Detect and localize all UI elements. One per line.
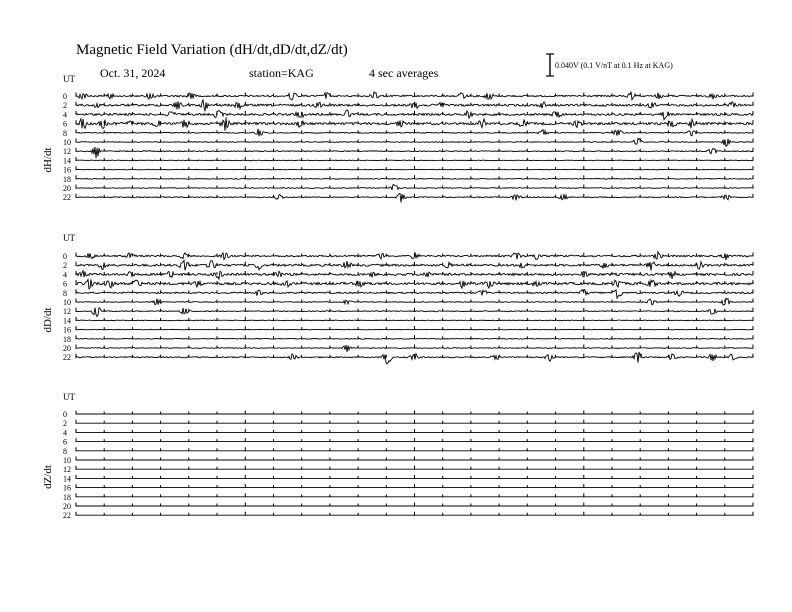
hour-label: 0 <box>63 252 67 261</box>
hour-label: 18 <box>63 334 71 344</box>
hour-label: 6 <box>63 437 67 447</box>
hour-label: 12 <box>63 147 71 157</box>
hour-label: 22 <box>63 193 71 203</box>
panel-ylabel: dZ/dt <box>42 465 54 489</box>
ut-label: UT <box>63 233 75 243</box>
hour-label: 20 <box>63 344 71 353</box>
hour-label: 0 <box>63 410 67 419</box>
chart-title: Magnetic Field Variation (dH/dt,dD/dt,dZ/dt) <box>76 42 348 58</box>
hour-label: 16 <box>63 483 71 493</box>
hour-label: 18 <box>63 174 71 184</box>
hour-label: 14 <box>63 474 71 484</box>
hour-label: 22 <box>63 353 71 363</box>
ut-label: UT <box>63 74 75 84</box>
hour-label: 2 <box>63 261 67 271</box>
panel-1 <box>42 74 753 202</box>
panel-2 <box>42 233 753 364</box>
hour-label: 8 <box>63 288 67 298</box>
hour-label: 16 <box>63 165 71 175</box>
hour-label: 10 <box>63 138 71 147</box>
hour-label: 22 <box>63 511 71 521</box>
ut-label: UT <box>63 392 75 402</box>
hour-label: 10 <box>63 456 71 465</box>
hour-label: 8 <box>63 128 67 138</box>
hour-label: 14 <box>63 316 71 326</box>
hour-label: 18 <box>63 492 71 502</box>
hour-label: 4 <box>63 428 67 438</box>
scale-label: 0.040V (0.1 V/nT at 0.1 Hz at KAG) <box>555 61 673 70</box>
chart-station: station=KAG <box>249 66 314 80</box>
hour-label: 4 <box>63 270 67 280</box>
hour-label: 2 <box>63 419 67 429</box>
hour-label: 20 <box>63 184 71 193</box>
hour-label: 2 <box>63 101 67 111</box>
hour-label: 6 <box>63 119 67 129</box>
hour-label: 14 <box>63 156 71 166</box>
hour-label: 12 <box>63 307 71 317</box>
hour-label: 10 <box>63 298 71 307</box>
chart-averaging: 4 sec averages <box>369 66 439 80</box>
hour-label: 4 <box>63 110 67 120</box>
scale-bar <box>546 54 673 76</box>
chart-date: Oct. 31, 2024 <box>100 66 166 80</box>
panel-ylabel: dD/dt <box>42 307 54 333</box>
hour-label: 20 <box>63 502 71 511</box>
hour-label: 12 <box>63 465 71 475</box>
hour-label: 0 <box>63 92 67 101</box>
panel-3 <box>42 392 753 520</box>
hour-label: 6 <box>63 279 67 289</box>
hour-label: 16 <box>63 325 71 335</box>
hour-label: 8 <box>63 446 67 456</box>
panel-ylabel: dH/dt <box>42 147 54 173</box>
